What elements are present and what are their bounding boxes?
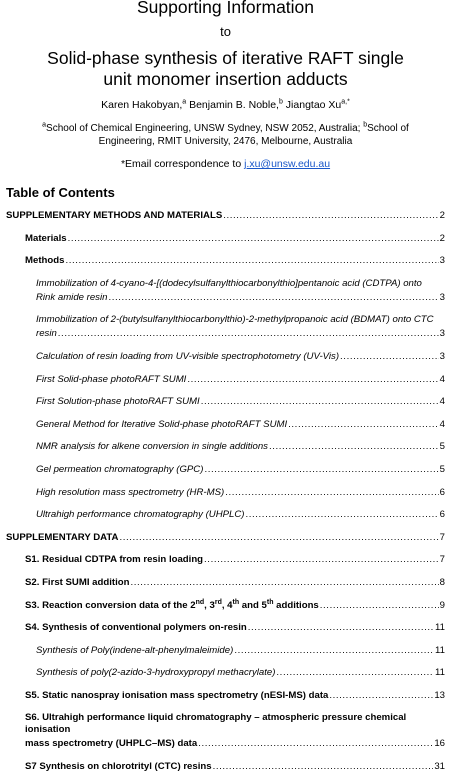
toc-entry-first-solution-phase[interactable]: [6, 396, 445, 408]
toc-leader: [225, 487, 438, 499]
toc-page-number: 5: [439, 441, 445, 453]
toc-leader: [58, 328, 439, 340]
toc-leader: [130, 577, 438, 589]
toc-page-number: 9: [439, 599, 445, 611]
toc-entry-s4[interactable]: [6, 622, 445, 634]
toc-page-number: 6: [439, 509, 445, 521]
author-2: Benjamin B. Noble,: [186, 99, 279, 111]
toc-page-number: 11: [435, 667, 445, 679]
toc-entry-label: S4. Synthesis of conventional polymers on-resin: [25, 622, 247, 634]
toc-leader: [329, 690, 433, 702]
toc-leader: [187, 374, 438, 386]
toc-leader: [198, 738, 433, 750]
toc-s3-text: additions: [273, 599, 319, 611]
toc-entry-s3[interactable]: [6, 600, 445, 612]
toc-entry-label: Calculation of resin loading from UV-visible spectrophotometry (UV-Vis): [36, 350, 340, 362]
toc-entry-uhplc[interactable]: [6, 509, 445, 521]
toc-entry-nmr-analysis[interactable]: [6, 441, 445, 453]
affil-b-sup: b: [363, 121, 368, 129]
toc-leader: [223, 210, 438, 222]
toc-entry-materials[interactable]: [6, 233, 445, 245]
toc-entry-s2[interactable]: [6, 577, 445, 589]
corresponding-star: *: [347, 98, 350, 106]
toc-entry-s7[interactable]: [6, 761, 445, 773]
toc-page-number: 4: [439, 396, 445, 408]
toc-leader: [65, 255, 438, 267]
toc-s3-text: and 5: [239, 599, 267, 611]
toc-entry-label-line1: Immobilization of 2-(butylsulfanylthiocarbonylthio)-2-methylpropanoic acid (BDMAT) onto CTC: [36, 314, 434, 326]
toc-entry-label: Methods: [25, 255, 65, 267]
toc-leader: [276, 667, 434, 679]
toc-entry-label: First Solid-phase photoRAFT SUMI: [36, 373, 187, 385]
toc-entry-supplementary-methods[interactable]: [6, 210, 445, 222]
affil-b-text: School of Engineering, RMIT University, 2476, Melbourne, Australia: [98, 123, 409, 147]
toc-leader: [204, 554, 439, 566]
toc-page-number: 8: [439, 576, 445, 588]
toc-leader: [288, 419, 439, 431]
toc-entry-label: NMR analysis for alkene conversion in single additions: [36, 441, 268, 453]
affil-a-text: School of Chemical Engineering, UNSW Sydney, NSW 2052, Australia;: [46, 123, 364, 134]
toc-leader: [204, 464, 438, 476]
email-label: *Email correspondence to: [120, 158, 245, 170]
toc-page-number: 3: [439, 350, 445, 362]
toc-page-number: 4: [439, 373, 445, 385]
toc-entry-label: Materials: [25, 232, 67, 244]
toc-heading: Table of Contents: [6, 185, 115, 200]
toc-entry-resin-loading[interactable]: [6, 351, 445, 363]
toc-leader: [108, 292, 438, 304]
toc-entry-label: First Solution-phase photoRAFT SUMI: [36, 396, 200, 408]
affiliations: [14, 122, 437, 148]
toc-entry-label: Synthesis of Poly(indene-alt-phenylmaleimide): [36, 644, 234, 656]
toc-entry-label: S2. First SUMI addition: [25, 576, 130, 588]
toc-entry-cdtpa-immobilization[interactable]: [6, 278, 445, 304]
table-of-contents: [6, 210, 445, 773]
toc-page-number: 13: [434, 689, 445, 701]
toc-entry-label: S7 Synthesis on chlorotrityl (CTC) resins: [25, 761, 212, 773]
toc-page-number: 2: [439, 232, 445, 244]
toc-leader: [245, 509, 438, 521]
toc-entry-poly-indene[interactable]: [6, 645, 445, 657]
toc-entry-poly-azido[interactable]: [6, 667, 445, 679]
toc-leader: [234, 645, 434, 657]
toc-page-number: 11: [435, 622, 445, 634]
toc-entry-label-line2: Rink amide resin: [36, 291, 108, 303]
affil-a-sup: a: [42, 121, 47, 129]
toc-page-number: 7: [439, 531, 445, 543]
toc-entry-label: [25, 600, 319, 612]
toc-page-number: 11: [435, 644, 445, 656]
document-header: [6, 0, 445, 171]
toc-page-number: 4: [439, 418, 445, 430]
toc-page-number: 3: [439, 255, 445, 267]
toc-entry-s1[interactable]: [6, 554, 445, 566]
toc-leader: [248, 622, 434, 634]
toc-entry-label: Gel permeation chromatography (GPC): [36, 463, 204, 475]
toc-s3-sup: th: [266, 598, 274, 606]
toc-entry-general-method[interactable]: [6, 419, 445, 431]
toc-entry-label: Synthesis of poly(2-azido-3-hydroxypropyl methacrylate): [36, 667, 276, 679]
supporting-info-heading: Supporting Information: [136, 0, 315, 17]
toc-s3-text: , 4: [221, 599, 233, 611]
toc-entry-gpc[interactable]: [6, 464, 445, 476]
toc-leader: [213, 761, 434, 773]
toc-entry-label: Ultrahigh performance chromatography (UHPLC): [36, 509, 245, 521]
author-3-affil: [341, 99, 350, 106]
toc-leader: [119, 532, 438, 544]
author-3-affil-letter: a,: [341, 98, 348, 106]
toc-leader: [269, 441, 439, 453]
toc-page-number: 3: [439, 291, 445, 303]
toc-s3-text: , 3: [204, 599, 215, 611]
toc-leader: [68, 233, 439, 245]
toc-entry-bdmat-immobilization[interactable]: [6, 314, 445, 340]
toc-s3-sup: rd: [214, 598, 222, 606]
toc-entry-hr-ms[interactable]: [6, 487, 445, 499]
toc-entry-label: S5. Static nanospray ionisation mass spectrometry (nESI-MS) data: [25, 689, 329, 701]
author-3: Jiangtao Xu: [282, 99, 342, 111]
author-1-affil: a: [182, 98, 187, 106]
email-line: [6, 158, 445, 171]
author-list: [6, 99, 445, 112]
toc-entry-label: SUPPLEMENTARY DATA: [6, 531, 119, 543]
toc-entry-s5[interactable]: [6, 690, 445, 702]
toc-s3-sup: nd: [195, 598, 205, 606]
toc-page-number: 6: [439, 486, 445, 498]
toc-entry-s6[interactable]: [6, 712, 445, 750]
toc-page-number: 2: [439, 210, 445, 221]
toc-leader: [320, 600, 439, 612]
toc-entry-label: S1. Residual CDTPA from resin loading: [25, 554, 204, 566]
toc-entry-label: SUPPLEMENTARY METHODS AND MATERIALS: [6, 210, 223, 221]
toc-entry-first-solid-phase[interactable]: [6, 374, 445, 386]
toc-entry-label-line2: mass spectrometry (UHPLC–MS) data: [25, 738, 198, 750]
toc-entry-label-line1: S6. Ultrahigh performance liquid chromatography – atmospheric pressure chemical ionisation: [25, 712, 407, 736]
toc-entry-supplementary-data[interactable]: [6, 532, 445, 544]
toc-page-number: 7: [439, 554, 445, 566]
email-link[interactable]: j.xu@unsw.edu.au: [244, 158, 331, 170]
toc-leader: [340, 351, 439, 363]
toc-entry-label: General Method for Iterative Solid-phase photoRAFT SUMI: [36, 418, 288, 430]
toc-page-number: 5: [439, 463, 445, 475]
author-1: Karen Hakobyan,: [101, 99, 183, 111]
toc-page-number: 31: [434, 761, 445, 773]
toc-entry-methods[interactable]: [6, 255, 445, 267]
toc-s3-text: S3. Reaction conversion data of the 2: [25, 599, 196, 611]
author-2-affil: b: [278, 98, 283, 106]
toc-entry-label-line2: resin: [36, 328, 57, 340]
toc-s3-sup: th: [232, 598, 240, 606]
to-label: to: [220, 24, 231, 39]
toc-entry-label-line1: Immobilization of 4-cyano-4-[(dodecylsulfanylthiocarbonylthio]pentanoic acid (CDTPA) onto: [36, 277, 422, 289]
toc-entry-label: High resolution mass spectrometry (HR-MS): [36, 486, 225, 498]
toc-page-number: 3: [439, 328, 445, 340]
toc-page-number: 16: [434, 738, 445, 750]
toc-leader: [201, 396, 439, 408]
paper-title: Solid-phase synthesis of iterative RAFT single unit monomer insertion adducts: [47, 48, 404, 89]
